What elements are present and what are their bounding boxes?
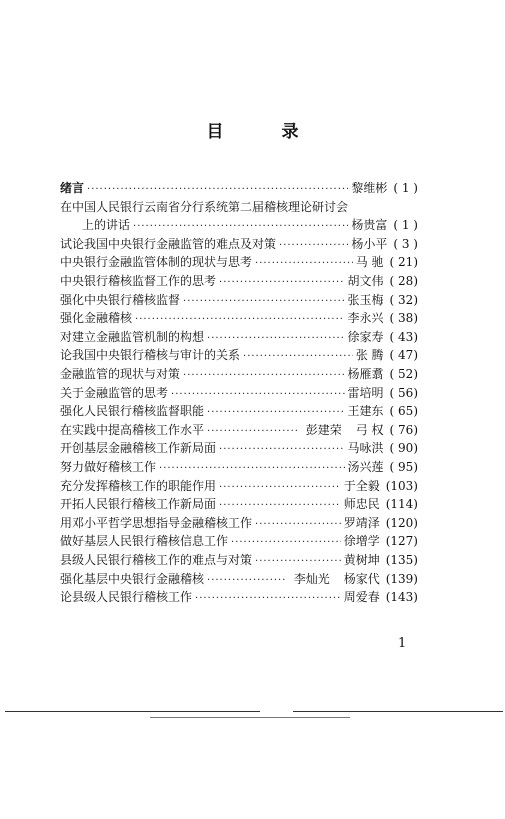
toc-entry-title: 县级人民银行稽核工作的难点与对策 — [60, 553, 253, 567]
toc-entry-page: ( 28) — [389, 274, 418, 288]
toc-entry-author: 马 驰 — [355, 255, 384, 270]
toc-entry-author: 于全毅 — [343, 478, 380, 493]
toc-entry-coauthor: 李灿光 — [293, 571, 330, 586]
toc-entry-title: 强化基层中央银行金融稽核 — [60, 571, 205, 586]
toc-entry — [60, 235, 418, 253]
toc-entry-page: ( 1 ) — [393, 181, 418, 195]
toc-entry-author: 罗靖泽 — [343, 515, 380, 530]
leader-dots — [219, 441, 345, 459]
toc-entry — [60, 532, 418, 550]
toc-entry — [60, 458, 418, 476]
toc-entry-page: (120) — [385, 515, 418, 530]
bottom-rule-right — [293, 711, 503, 712]
toc-entry-page: ( 43) — [389, 329, 418, 344]
toc-entry — [60, 291, 418, 309]
toc-entry-author: 胡文伟 — [347, 274, 384, 288]
toc-entry-title: 强化中央银行稽核监督 — [60, 292, 181, 307]
toc-entry — [60, 198, 418, 216]
toc-entry-author: 张 腾 — [355, 348, 384, 363]
toc-entry-author: 徐家寿 — [347, 329, 384, 344]
toc-entry-author: 汤兴莲 — [347, 460, 384, 474]
toc-entry — [60, 439, 418, 457]
toc-entry-title: 上的讲话 — [82, 218, 131, 233]
toc-entry-page: ( 3 ) — [393, 236, 418, 251]
toc-entry — [60, 384, 418, 402]
toc-entry-author: 师忠民 — [343, 497, 380, 512]
toc-entry-author: 黄树坤 — [343, 553, 380, 567]
toc-entry-title: 强化金融稽核 — [60, 311, 133, 326]
leader-dots — [183, 293, 345, 311]
toc-entry-title: 论县级人民银行稽核工作 — [60, 590, 193, 605]
toc-entry — [60, 477, 418, 495]
toc-entry-page: ( 32) — [389, 292, 418, 307]
toc-entry — [82, 216, 418, 234]
page-title: 目 录 — [206, 122, 325, 142]
toc-entry-page: (135) — [385, 553, 418, 567]
toc-entry-title: 中央银行金融监管体制的现状与思考 — [60, 255, 253, 270]
leader-dots — [133, 218, 348, 236]
toc-entry-author: 杨雁翥 — [347, 367, 384, 381]
toc-entry-title: 中央银行稽核监督工作的思考 — [60, 274, 217, 288]
toc-entry-title: 关于金融监管的思考 — [60, 385, 169, 400]
toc-entry — [60, 328, 418, 346]
toc-entry-title: 绪言 — [60, 181, 85, 195]
toc-entry — [60, 346, 418, 364]
toc-entry-title: 做好基层人民银行稽核信息工作 — [60, 534, 229, 549]
toc-entry — [60, 588, 418, 606]
leader-dots — [135, 311, 345, 329]
toc-entry-author: 雷培明 — [347, 385, 384, 400]
toc-entry-page: ( 95) — [389, 460, 418, 474]
toc-entry — [60, 514, 418, 532]
leader-dots — [183, 367, 345, 385]
toc-entry — [60, 551, 418, 569]
toc-entry-author: 弓 权 — [355, 422, 384, 437]
toc-entry — [60, 272, 418, 290]
leader-dots — [219, 497, 341, 515]
leader-dots — [171, 386, 345, 404]
leader-dots — [219, 274, 345, 292]
toc-entry-coauthor: 彭建荣 — [305, 422, 342, 437]
toc-entry-author: 杨家代 — [343, 571, 380, 586]
leader-dots — [207, 404, 345, 422]
leader-dots — [243, 348, 353, 366]
toc-entry-page: ( 38) — [389, 311, 418, 326]
toc-entry-title: 试论我国中央银行金融监管的难点及对策 — [60, 236, 277, 251]
toc-entry-page: ( 90) — [389, 441, 418, 456]
leader-dots — [255, 553, 341, 571]
toc-entry — [60, 402, 418, 420]
toc-entry-page: ( 1 ) — [393, 218, 418, 233]
toc-entry-page: (103) — [385, 478, 418, 493]
leader-dots — [219, 479, 341, 497]
leader-dots — [87, 181, 348, 199]
toc-entry-author: 李永兴 — [347, 311, 384, 326]
toc-entry-title: 开拓人民银行稽核工作新局面 — [60, 497, 217, 512]
toc-entry — [60, 253, 418, 271]
toc-entry-page: ( 65) — [389, 404, 418, 419]
leader-dots — [207, 330, 345, 348]
toc-entry-title: 开创基层金融稽核工作新局面 — [60, 441, 217, 456]
toc-entry — [60, 309, 418, 327]
bottom-rule-secondary — [150, 717, 350, 718]
toc-entry-page: ( 21) — [389, 255, 418, 270]
toc-entry-author: 张玉梅 — [347, 292, 384, 307]
toc-entry-page: ( 76) — [389, 422, 418, 437]
bottom-rule-left — [5, 711, 260, 712]
leader-dots — [207, 572, 285, 590]
toc-entry — [60, 179, 418, 197]
toc-entry-title: 用邓小平哲学思想指导金融稽核工作 — [60, 515, 253, 530]
toc-entry-page: ( 47) — [389, 348, 418, 363]
page-number: 1 — [398, 636, 407, 651]
leader-dots — [279, 237, 348, 255]
toc-entry-page: ( 56) — [389, 385, 418, 400]
toc-entry-page: (127) — [385, 534, 418, 549]
leader-dots — [207, 423, 297, 441]
toc-entry — [60, 421, 418, 439]
toc-entry-author: 杨贵富 — [351, 218, 388, 233]
toc-entry-title: 金融监管的现状与对策 — [60, 367, 181, 381]
toc-entry-title: 论我国中央银行稽核与审计的关系 — [60, 348, 241, 363]
leader-dots — [255, 255, 353, 273]
leader-dots — [159, 460, 345, 478]
toc-entry-page: (114) — [385, 497, 418, 512]
leader-dots — [255, 516, 341, 534]
toc-entry-page: (143) — [385, 590, 418, 605]
toc-entry-title: 对建立金融监管机制的构想 — [60, 329, 205, 344]
toc-entry-author: 徐增学 — [343, 534, 380, 549]
toc-entry-page: (139) — [385, 571, 418, 586]
toc-entry-author: 王建东 — [347, 404, 384, 419]
leader-dots — [231, 534, 341, 552]
toc-entry-author: 杨小平 — [351, 236, 388, 251]
leader-dots — [195, 590, 341, 608]
toc-entry-title: 强化人民银行稽核监督职能 — [60, 404, 205, 419]
toc-entry-page: ( 52) — [389, 367, 418, 381]
toc-entry-title: 在中国人民银行云南省分行系统第二届稽核理论研讨会 — [60, 199, 349, 214]
toc-entry — [60, 365, 418, 383]
toc-entry-title: 努力做好稽核工作 — [60, 460, 157, 474]
toc-entry — [60, 495, 418, 513]
toc-entry — [60, 570, 418, 588]
toc-entry-title: 充分发挥稽核工作的职能作用 — [60, 478, 217, 493]
toc-entry-author: 周爱春 — [343, 590, 380, 605]
toc-entry-title: 在实践中提高稽核工作水平 — [60, 422, 205, 437]
toc-entry-author: 黎维彬 — [351, 181, 388, 195]
toc-entry-author: 马咏洪 — [347, 441, 384, 456]
